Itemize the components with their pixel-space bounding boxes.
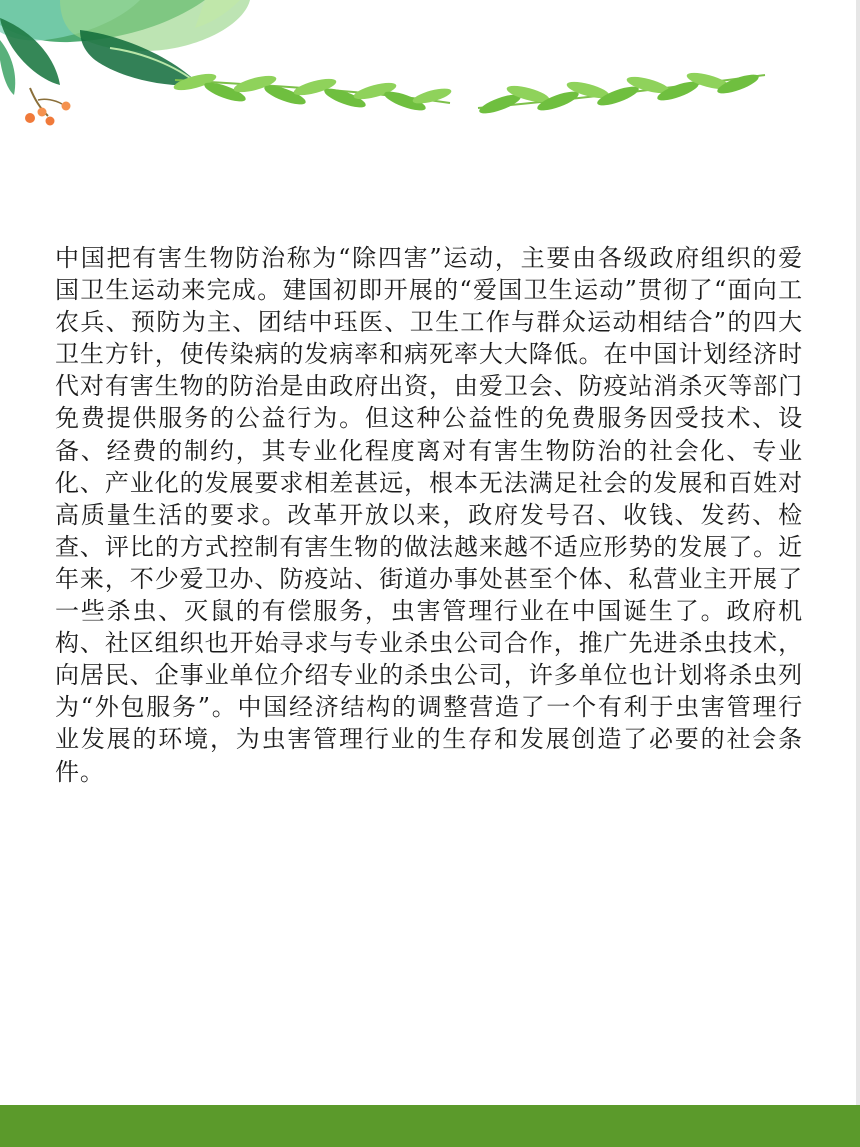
footer-bar xyxy=(0,1105,860,1147)
leaf-decoration xyxy=(0,0,860,140)
laurel-branch-right-icon xyxy=(477,70,765,118)
laurel-branch-left-icon xyxy=(172,71,453,115)
page-edge xyxy=(856,0,860,1105)
berry-twig-icon xyxy=(25,88,71,126)
body-paragraph: 中国把有害生物防治称为“除四害”运动，主要由各级政府组织的爱国卫生运动来完成。建国初即开展的“爱国卫生运动”贯彻了“面向工农兵、预防为主、团结中珏医、卫生工作与群众运动相结合”的四大卫生方针，使传染病的发病率和病死率大大降低。在中国计划经济时代对有害生物的防治是由政府出资，由爱卫会、防疫站消杀灭等部门免费提供服务的公益行为。但这种公益性的免费服务因受技术、设备、经费的制约，其专业化程度离对有害生物防治的社会化、专业化、产业化的发展要求相差甚远，根本无法满足社会的发展和百姓对高质量生活的要求。改革开放以来，政府发号召、收钱、发药、检查、评比的方式控制有害生物的做法越来越不适应形势的发展了。近年来，不少爱卫办、防疫站、街道办事处甚至个体、私营业主开展了一些杀虫、灭鼠的有偿服务，虫害管理行业在中国诞生了。政府机构、社区组织也开始寻求与专业杀虫公司合作，推广先进杀虫技术，向居民、企事业单位介绍专业的杀虫公司，许多单位也计划将杀虫列为“外包服务”。中国经济结构的调整营造了一个有利于虫害管理行业发展的环境，为虫害管理行业的生存和发展创造了必要的社会条件。 xyxy=(55,244,803,786)
